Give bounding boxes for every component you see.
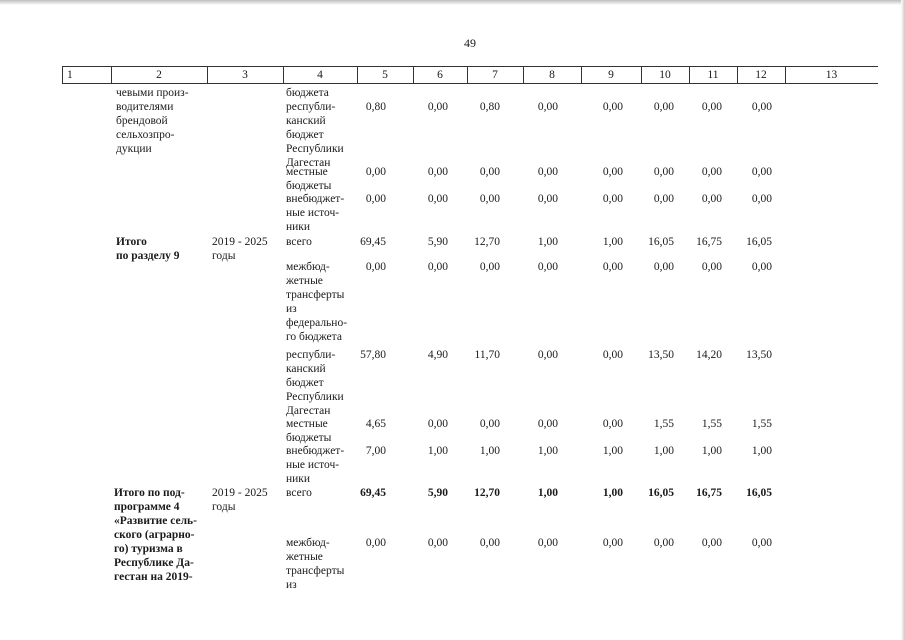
value-col-12: 0,00 — [751, 261, 772, 273]
value-col-11: 0,00 — [701, 193, 722, 205]
value-col-5: 0,00 — [365, 166, 386, 178]
value-col-12: 0,00 — [751, 193, 772, 205]
value-col-10: 16,05 — [648, 487, 674, 499]
value-col-6: 5,90 — [427, 487, 448, 499]
header-col-8: 8 — [549, 69, 555, 81]
value-col-7: 0,00 — [479, 193, 500, 205]
value-col-9: 0,00 — [602, 193, 623, 205]
value-col-11: 0,00 — [701, 166, 722, 178]
funding-source: межбюд- жетные трансферты из федерально- го бюджета — [286, 261, 348, 343]
value-col-8: 1,00 — [537, 487, 558, 499]
scan-edge-top — [0, 0, 905, 5]
value-col-11: 0,00 — [701, 261, 722, 273]
value-col-11: 16,75 — [696, 487, 722, 499]
value-col-6: 0,00 — [427, 418, 448, 430]
header-col-12: 12 — [755, 69, 767, 81]
funding-source: бюджета республи- канский бюджет Республики Дагестан — [286, 87, 344, 169]
section-title: Итого по под- программе 4 «Развитие сель- ского (аграрно- го) туризма в Республике Да- гестан на 2019- — [114, 487, 197, 583]
period: 2019 - 2025 годы — [212, 236, 268, 262]
value-col-12: 16,05 — [746, 487, 772, 499]
value-col-11: 16,75 — [696, 236, 722, 248]
value-col-11: 14,20 — [696, 349, 722, 361]
value-col-6: 4,90 — [427, 349, 448, 361]
value-col-10: 0,00 — [653, 261, 674, 273]
value-col-9: 0,00 — [602, 101, 623, 113]
value-col-8: 0,00 — [537, 193, 558, 205]
period: 2019 - 2025 годы — [212, 487, 268, 513]
value-col-6: 0,00 — [427, 101, 448, 113]
value-col-5: 69,45 — [360, 236, 386, 248]
value-col-9: 1,00 — [602, 236, 623, 248]
value-col-11: 1,00 — [701, 445, 722, 457]
value-col-10: 0,00 — [653, 166, 674, 178]
value-col-12: 1,00 — [751, 445, 772, 457]
funding-source: всего — [286, 487, 312, 499]
value-col-7: 0,00 — [479, 418, 500, 430]
value-col-7: 1,00 — [479, 445, 500, 457]
value-col-12: 16,05 — [746, 236, 772, 248]
header-col-6: 6 — [437, 69, 443, 81]
value-col-7: 0,00 — [479, 261, 500, 273]
header-col-11: 11 — [707, 69, 719, 81]
value-col-6: 0,00 — [427, 537, 448, 549]
value-col-7: 0,00 — [479, 166, 500, 178]
value-col-7: 12,70 — [474, 236, 500, 248]
value-col-12: 13,50 — [746, 349, 772, 361]
value-col-8: 0,00 — [537, 349, 558, 361]
section-title: чевыми произ- водителями брендовой сельхозпро- дукции — [116, 87, 189, 155]
value-col-7: 0,00 — [479, 537, 500, 549]
value-col-12: 0,00 — [751, 537, 772, 549]
value-col-8: 0,00 — [537, 166, 558, 178]
value-col-12: 0,00 — [751, 166, 772, 178]
value-col-5: 7,00 — [365, 445, 386, 457]
value-col-12: 1,55 — [751, 418, 772, 430]
value-col-8: 0,00 — [537, 418, 558, 430]
value-col-5: 0,00 — [365, 537, 386, 549]
value-col-6: 0,00 — [427, 193, 448, 205]
value-col-6: 1,00 — [427, 445, 448, 457]
value-col-10: 16,05 — [648, 236, 674, 248]
value-col-7: 0,80 — [479, 101, 500, 113]
value-col-11: 0,00 — [701, 101, 722, 113]
funding-source: внебюджет- ные источ- ники — [286, 193, 345, 233]
header-col-7: 7 — [492, 69, 498, 81]
value-col-8: 1,00 — [537, 236, 558, 248]
value-col-9: 0,00 — [602, 537, 623, 549]
value-col-7: 11,70 — [474, 349, 500, 361]
value-col-10: 0,00 — [653, 537, 674, 549]
value-col-12: 0,00 — [751, 101, 772, 113]
value-col-11: 1,55 — [701, 418, 722, 430]
value-col-9: 1,00 — [602, 445, 623, 457]
scan-edge-right — [901, 0, 905, 640]
value-col-6: 0,00 — [427, 261, 448, 273]
value-col-9: 0,00 — [602, 418, 623, 430]
value-col-5: 69,45 — [360, 487, 386, 499]
funding-source: внебюджет- ные источ- ники — [286, 445, 345, 485]
value-col-5: 4,65 — [365, 418, 386, 430]
table-header-row — [62, 66, 878, 84]
value-col-6: 5,90 — [427, 236, 448, 248]
value-col-8: 0,00 — [537, 261, 558, 273]
value-col-9: 1,00 — [602, 487, 623, 499]
value-col-7: 12,70 — [474, 487, 500, 499]
value-col-10: 0,00 — [653, 101, 674, 113]
value-col-8: 0,00 — [537, 101, 558, 113]
value-col-11: 0,00 — [701, 537, 722, 549]
value-col-10: 0,00 — [653, 193, 674, 205]
value-col-5: 0,00 — [365, 193, 386, 205]
value-col-9: 0,00 — [602, 166, 623, 178]
header-col-13: 13 — [825, 69, 838, 81]
section-title: Итого по разделу 9 — [116, 236, 180, 262]
header-col-5: 5 — [382, 69, 388, 81]
value-col-8: 1,00 — [537, 445, 558, 457]
value-col-6: 0,00 — [427, 166, 448, 178]
value-col-5: 0,80 — [365, 101, 386, 113]
funding-source: местные бюджеты — [286, 166, 332, 192]
header-col-1: 1 — [67, 69, 73, 81]
value-col-9: 0,00 — [602, 349, 623, 361]
header-col-4: 4 — [317, 69, 323, 81]
value-col-10: 1,00 — [653, 445, 674, 457]
funding-source: местные бюджеты — [286, 418, 332, 444]
funding-source: всего — [286, 236, 312, 248]
header-col-9: 9 — [608, 69, 614, 81]
funding-source: межбюд- жетные трансферты из — [286, 537, 345, 591]
value-col-10: 13,50 — [648, 349, 674, 361]
value-col-9: 0,00 — [602, 261, 623, 273]
header-col-10: 10 — [659, 69, 671, 81]
value-col-5: 0,00 — [365, 261, 386, 273]
value-col-5: 57,80 — [360, 349, 386, 361]
value-col-10: 1,55 — [653, 418, 674, 430]
header-col-2: 2 — [156, 69, 162, 81]
funding-source: республи- канский бюджет Республики Дагестан — [286, 349, 344, 417]
header-col-3: 3 — [242, 69, 248, 81]
value-col-8: 0,00 — [537, 537, 558, 549]
page-number: 49 — [464, 36, 476, 50]
